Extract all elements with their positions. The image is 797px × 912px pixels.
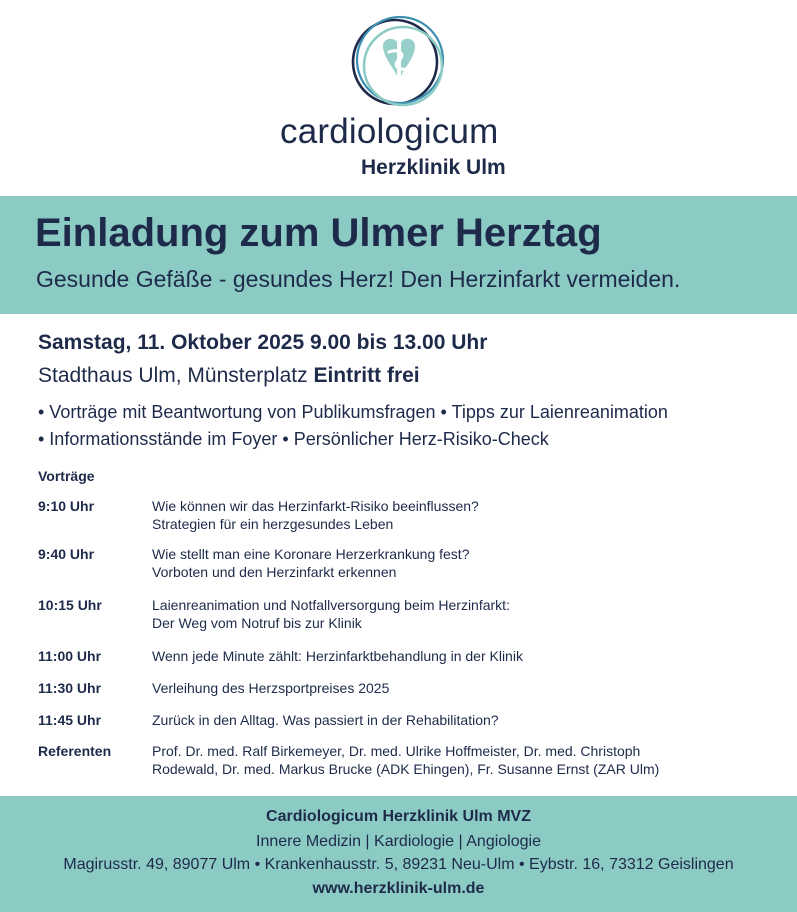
speakers-line-1: Prof. Dr. med. Ralf Birkemeyer, Dr. med. Ulrike Hoffmeister, Dr. med. Christoph bbox=[152, 743, 641, 759]
footer-website-link[interactable]: www.herzklinik-ulm.de bbox=[312, 880, 485, 897]
program-heading: Vorträge bbox=[38, 468, 95, 484]
speakers-list bbox=[152, 742, 659, 778]
event-date: Samstag, 11. Oktober 2025 9.00 bis 13.00 Uhr bbox=[38, 331, 488, 354]
event-admission: Eintritt frei bbox=[313, 364, 420, 387]
event-features-line-2: • Informationsstände im Foyer • Persönlicher Herz-Risiko-Check bbox=[38, 429, 549, 449]
speakers-label: Referenten bbox=[38, 743, 112, 759]
talk-title: Zurück in den Alltag. Was passiert in der Rehabilitation? bbox=[152, 712, 499, 728]
invitation-title: Einladung zum Ulmer Herztag bbox=[35, 211, 602, 255]
event-place bbox=[38, 363, 420, 389]
footer bbox=[0, 796, 797, 912]
event-features-line-1: • Vorträge mit Beantwortung von Publikumsfragen • Tipps zur Laienreanimation bbox=[38, 402, 668, 422]
talk-line-2: Der Weg vom Notruf bis zur Klinik bbox=[152, 615, 362, 631]
talk-line-1: Laienreanimation und Notfallversorgung beim Herzinfarkt: bbox=[152, 597, 510, 613]
talk-time: 9:10 Uhr bbox=[38, 498, 95, 514]
talk-title: Wenn jede Minute zählt: Herzinfarktbehandlung in der Klinik bbox=[152, 648, 523, 664]
invitation-subtitle: Gesunde Gefäße - gesundes Herz! Den Herzinfarkt vermeiden. bbox=[36, 266, 681, 292]
talk-time: 11:00 Uhr bbox=[38, 648, 102, 664]
talk-time: 11:30 Uhr bbox=[38, 680, 102, 696]
event-location: Stadthaus Ulm, Münsterplatz bbox=[38, 364, 308, 387]
talk-title bbox=[152, 497, 479, 533]
talk-time: 9:40 Uhr bbox=[38, 546, 95, 562]
talk-title: Verleihung des Herzsportpreises 2025 bbox=[152, 680, 390, 696]
footer-addresses: Magirusstr. 49, 89077 Ulm • Krankenhausstr. 5, 89231 Neu-Ulm • Eybstr. 16, 73312 Geislingen bbox=[63, 856, 734, 873]
talk-time: 11:45 Uhr bbox=[38, 712, 102, 728]
talk-line-1: Wie können wir das Herzinfarkt-Risiko beeinflussen? bbox=[152, 498, 479, 514]
talk-line-1: Wie stellt man eine Koronare Herzerkrankung fest? bbox=[152, 546, 470, 562]
speakers-line-2: Rodewald, Dr. med. Markus Brucke (ADK Ehingen), Fr. Susanne Ernst (ZAR Ulm) bbox=[152, 761, 660, 777]
talk-line-2: Strategien für ein herzgesundes Leben bbox=[152, 516, 394, 532]
brand-name: cardiologicum bbox=[280, 112, 499, 151]
header bbox=[0, 0, 797, 195]
footer-org: Cardiologicum Herzklinik Ulm MVZ bbox=[266, 808, 531, 825]
caduceus-heart-logo-icon bbox=[349, 12, 449, 112]
talk-time: 10:15 Uhr bbox=[38, 597, 102, 613]
brand-subtitle: Herzklinik Ulm bbox=[361, 156, 506, 179]
footer-specialties: Innere Medizin | Kardiologie | Angiologie bbox=[256, 833, 541, 850]
talk-title bbox=[152, 545, 469, 581]
talk-title bbox=[152, 596, 510, 632]
title-banner bbox=[0, 196, 797, 314]
talk-line-2: Vorboten und den Herzinfarkt erkennen bbox=[152, 564, 397, 580]
